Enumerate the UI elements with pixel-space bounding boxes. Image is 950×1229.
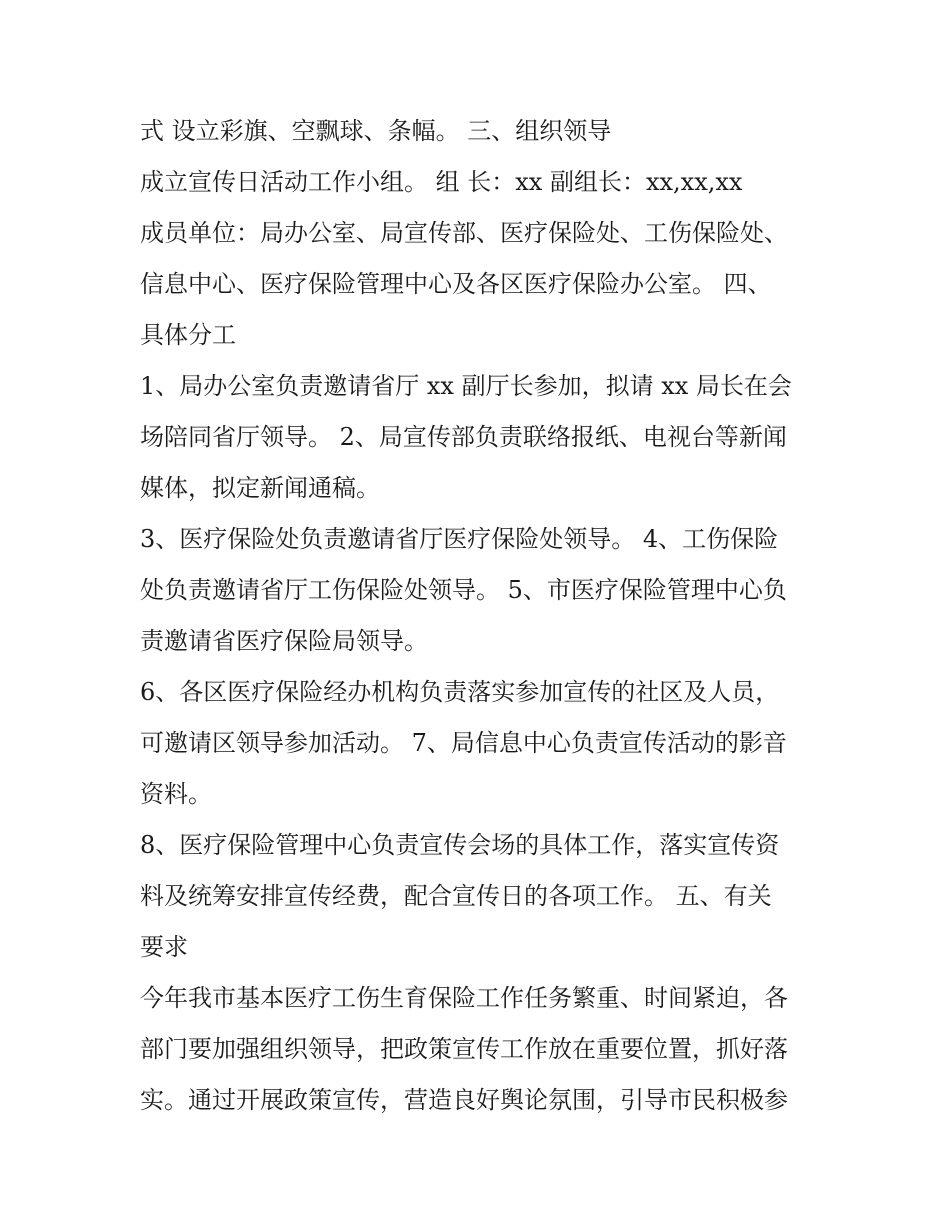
text-line: 部门要加强组织领导，把政策宣传工作放在重要位置，抓好落 [140, 1035, 788, 1063]
text-line: 资料。 [140, 780, 212, 808]
text-line: 处负责邀请省厅工伤保险处领导。 5、市医疗保险管理中心负 [140, 576, 787, 604]
text-line: 具体分工 [140, 321, 236, 349]
text-line: 成立宣传日活动工作小组。 组 长：xx 副组长：xx,xx,xx [140, 168, 743, 196]
text-line: 可邀请区领导参加活动。 7、局信息中心负责宣传活动的影音 [140, 729, 787, 757]
text-line: 场陪同省厅领导。 2、局宣传部负责联络报纸、电视台等新闻 [140, 423, 787, 451]
text-line: 要求 [140, 933, 188, 961]
text-line: 式 设立彩旗、空飘球、条幅。 三、组织领导 [140, 117, 612, 145]
text-line: 今年我市基本医疗工伤生育保险工作任务繁重、时间紧迫，各 [140, 984, 788, 1012]
text-line: 责邀请省医疗保险局领导。 [140, 627, 428, 655]
text-line: 料及统筹安排宣传经费，配合宣传日的各项工作。 五、有关 [140, 882, 772, 910]
text-line: 媒体，拟定新闻通稿。 [140, 474, 380, 502]
text-line: 8、医疗保险管理中心负责宣传会场的具体工作，落实宣传资 [140, 831, 780, 859]
text-line: 6、各区医疗保险经办机构负责落实参加宣传的社区及人员， [140, 678, 780, 706]
text-line: 3、医疗保险处负责邀请省厅医疗保险处领导。 4、工伤保险 [140, 525, 779, 553]
text-line: 信息中心、医疗保险管理中心及各区医疗保险办公室。 四、 [140, 270, 772, 298]
text-line: 实。通过开展政策宣传，营造良好舆论氛围，引导市民积极参 [140, 1086, 788, 1114]
text-line: 1、局办公室负责邀请省厅 xx 副厅长参加，拟请 xx 局长在会 [140, 372, 792, 400]
text-line: 成员单位：局办公室、局宣传部、医疗保险处、工伤保险处、 [140, 219, 788, 247]
document-body [140, 106, 820, 1126]
